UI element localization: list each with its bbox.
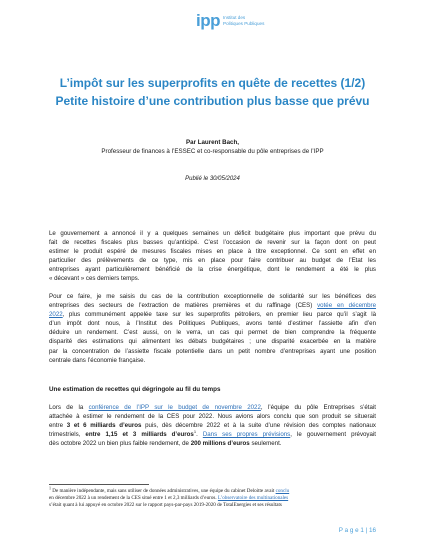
link-vote-decembre-2022-cont[interactable]: 2022 xyxy=(49,311,63,319)
text-run: trimestriels, xyxy=(49,431,86,439)
link-propres-previsions[interactable]: Dans ses propres prévisions xyxy=(202,431,291,439)
bold-estimate: 200 millions d’euros xyxy=(190,440,250,448)
text-line: Pour ce faire, je me saisis du cas de la contribution exceptionnelle de solidarité sur les bénéfices des xyxy=(49,293,376,300)
text-run: . xyxy=(196,431,203,439)
text-line: particulier des prélèvements de ce type, mis en place pour faire contribuer au budget de l’Etat les xyxy=(49,257,376,265)
text-run: , plus communément appelée taxe sur les superprofits pétroliers, en premier lieu parce qu’il s’agit là xyxy=(62,311,376,319)
text-run: , l’équipe du pôle Entreprises s’était xyxy=(260,404,376,411)
text-line xyxy=(49,485,376,495)
text-run: Lors de la xyxy=(49,404,89,411)
author-name: Par Laurent Bach, xyxy=(186,139,239,146)
logo-mark: ipp xyxy=(196,11,220,30)
text-line xyxy=(49,403,376,412)
link-deloitte-conclu[interactable]: conclu xyxy=(275,488,290,494)
text-line: disparité des estimations qui alimentent les débats budgétaires ; une disparité exacerbée en la matière xyxy=(49,338,376,346)
text-line: entreprises ayant particulièrement bénéficié de la crise énergétique, dont le rendement a été le plus xyxy=(49,266,376,274)
publication-date: Publié le 30/05/2024 xyxy=(185,176,240,182)
section-heading: Une estimation de recettes qui dégringole au fil du temps xyxy=(49,386,221,393)
text-line xyxy=(49,430,376,439)
text-line xyxy=(49,495,376,502)
bold-estimate: 3 et 6 milliards d’euros xyxy=(66,422,142,430)
text-run: entreprises des secteurs de l’extraction de matières premières et du raffinage (CES) xyxy=(49,302,318,310)
text-run: entre xyxy=(49,422,67,430)
text-line: d’un impôt dont nous, à l’Institut des Politiques Publiques, avons tenté d’estimer l’assiette afin d’en xyxy=(49,320,376,328)
text-run: en décembre 2022 à un rendement de la CES situé entre 1 et 2,3 milliards d’euros. xyxy=(49,495,218,501)
page-number: P a g e 1 | 16 xyxy=(338,527,376,534)
footnote-number: 1 xyxy=(49,485,51,491)
document-title: L’impôt sur les superprofits en quête de recettes (1/2) xyxy=(59,76,366,90)
logo-line-2: Politiques Publiques xyxy=(223,20,265,26)
text-line: attachée à estimer le rendement de la CES pour 2022. Nous avions alors conclu que son produit se situerait xyxy=(49,413,376,421)
paragraph-estimation xyxy=(49,403,376,448)
text-line: déduire un rendement. C’est aussi, on le verra, un cas qui permet de bien comprendre la fréquente xyxy=(49,329,376,337)
text-line: s’était quant à lui appuyé en octobre 2022 sur le rapport pays-par-pays 2019-2020 de TotalEnergies et ses résultats xyxy=(49,502,282,508)
text-line: Le gouvernement a annoncé il y a quelques semaines un déficit budgétaire plus important que prévu du xyxy=(49,230,376,237)
text-line xyxy=(49,301,376,310)
text-run: puis, dès décembre 2022 et à la suite d’une révision des comptes nationaux xyxy=(141,422,376,430)
text-line: centrale dans l’économie française. xyxy=(49,356,146,364)
link-observatoire-multinationales[interactable]: L’observatoire des multinationales xyxy=(217,495,289,501)
text-line xyxy=(49,439,376,448)
footnote xyxy=(49,485,376,509)
ipp-logo xyxy=(196,12,264,29)
bold-estimate: entre 1,15 et 3 milliards d’euros xyxy=(85,431,194,439)
footnote-ref[interactable]: 1 xyxy=(193,429,197,435)
text-line xyxy=(49,421,376,430)
text-line xyxy=(49,310,376,319)
footnote-divider xyxy=(49,484,149,485)
paragraph-ces xyxy=(49,292,376,365)
text-run: dès octobre 2022 un bien plus faible rendement, de xyxy=(49,440,191,448)
logo-line-1: Institut des xyxy=(223,15,246,21)
text-line: par la concentration de l’assiette fiscale potentielle dans un petit nombre d’entreprises ayant une position xyxy=(49,347,376,355)
link-conference-ipp[interactable]: conférence de l’IPP sur le budget de novembre 2022 xyxy=(88,404,261,411)
text-run: seulement. xyxy=(249,440,282,448)
paragraph-intro xyxy=(49,229,376,284)
text-line: « décevant » ces derniers temps. xyxy=(49,275,140,283)
link-vote-decembre-2022[interactable]: votée en décembre xyxy=(317,302,376,310)
author-role: Professeur de finances à l’ESSEC et co-responsable du pôle entreprises de l’IPP xyxy=(101,148,324,155)
text-run: , le gouvernement prévoyait xyxy=(290,431,376,439)
document-subtitle: Petite histoire d’une contribution plus basse que prévu xyxy=(55,94,370,108)
text-run: De manière indépendante, mais sans utiliser de données administratives, une équipe du cabinet Deloitte avait xyxy=(51,488,276,494)
text-line: estimer le produit espéré de mesures fiscales mises en place à titre exceptionnel. Ce sont en effet en xyxy=(49,248,376,256)
text-line: fait de recettes fiscales plus basses qu’anticipé. C’est l’occasion de revenir sur la façon dont on peut xyxy=(49,239,376,247)
logo-text xyxy=(223,15,264,26)
